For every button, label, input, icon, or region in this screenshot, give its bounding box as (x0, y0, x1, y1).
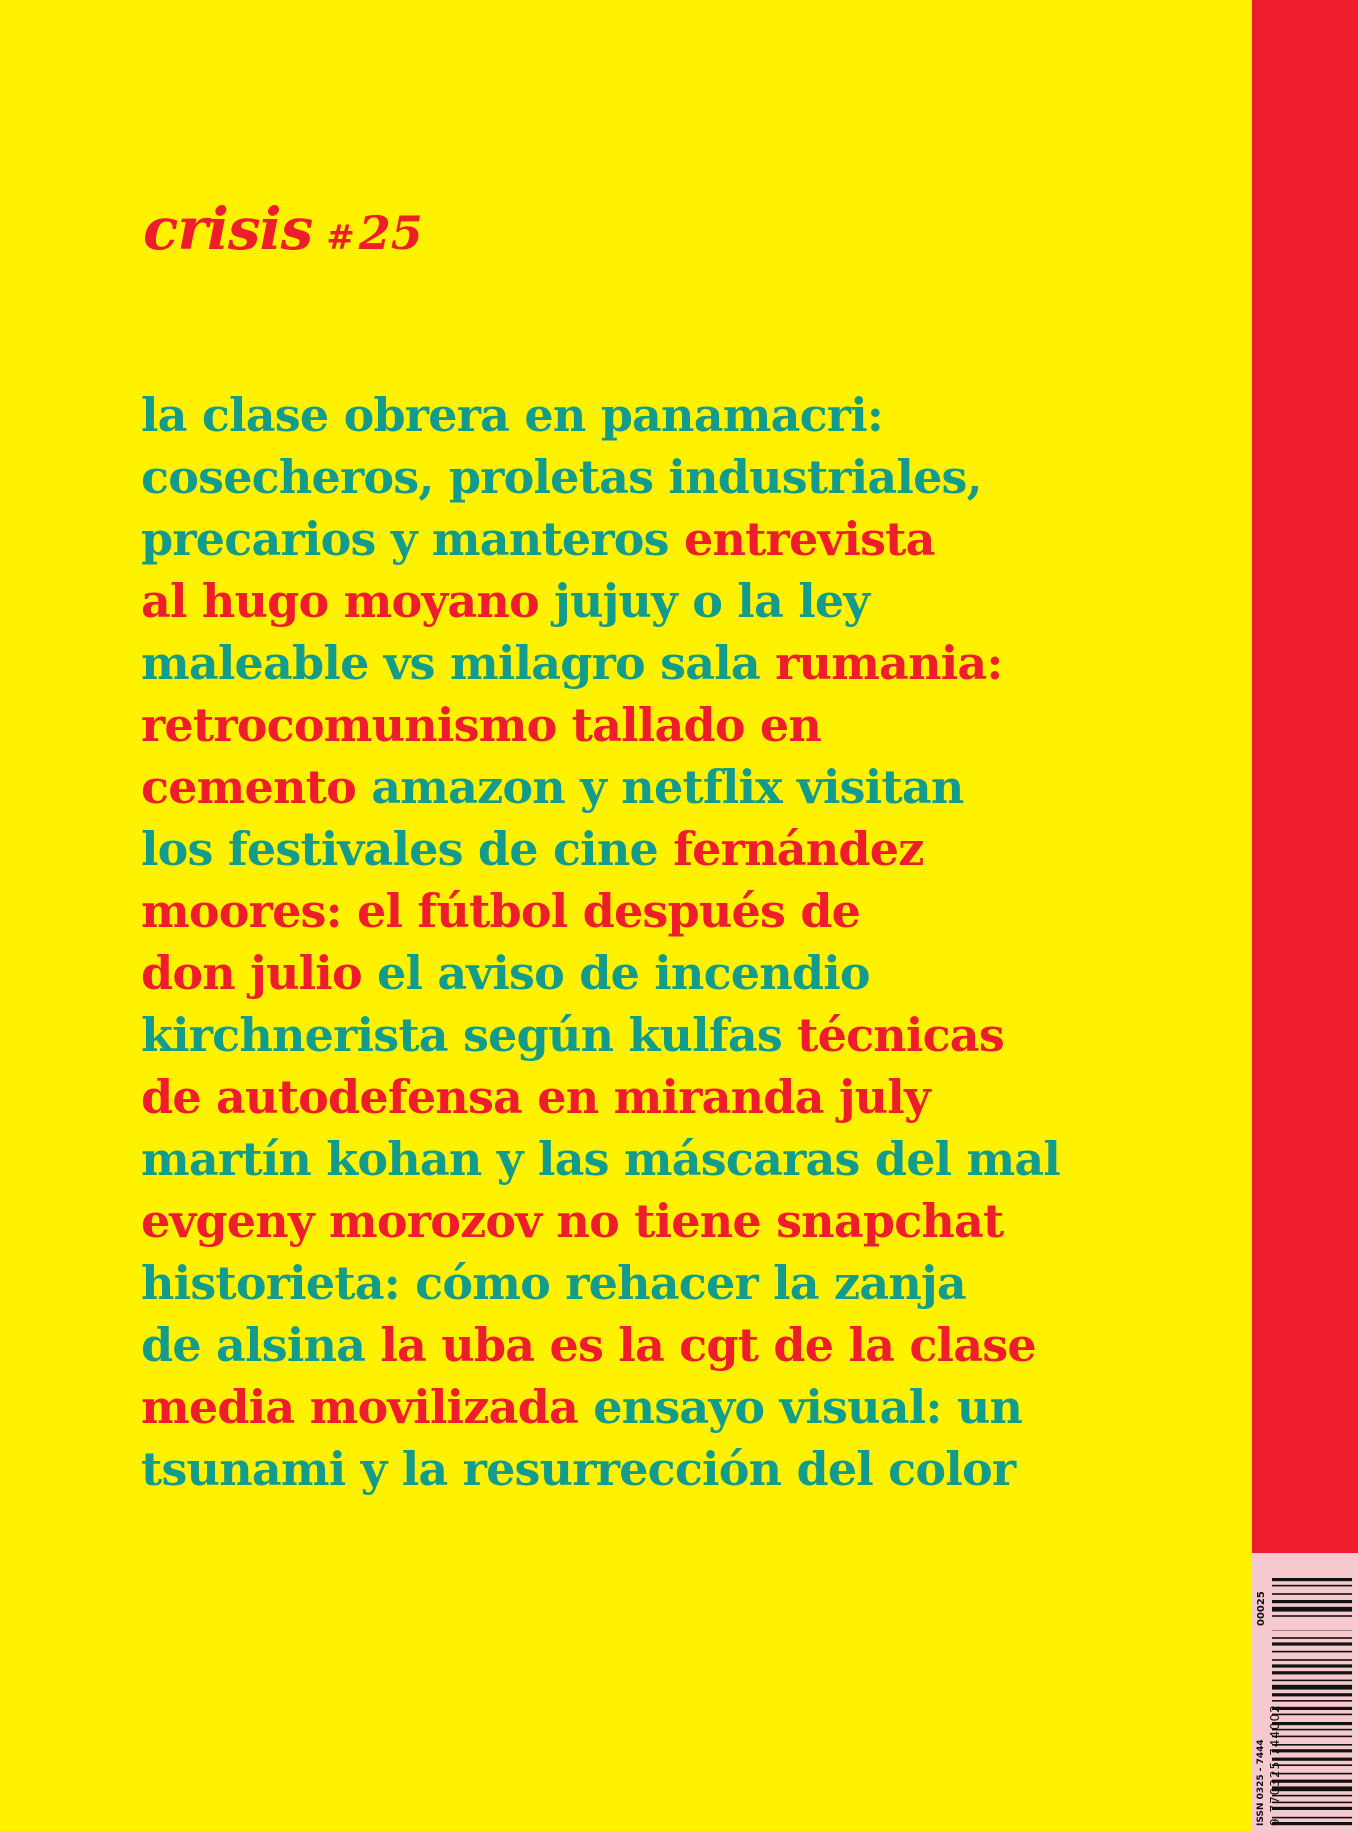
contents-line (141, 384, 1221, 446)
barcode-icon (1272, 1576, 1352, 1826)
headline-segment-teal: el aviso de incendio (377, 946, 870, 1000)
contents-line (141, 694, 1221, 756)
headline-segment-red: retrocomunismo tallado en (141, 698, 822, 752)
contents-line (141, 570, 1221, 632)
headline-segment-red: evgeny morozov no tiene snapchat (141, 1194, 1004, 1248)
headline-segment-red: moores: el fútbol después de (141, 884, 861, 938)
headline-segment-teal: de alsina (141, 1318, 381, 1372)
contents-list (141, 384, 1221, 1500)
headline-segment-teal: tsunami y la resurrección del color (141, 1442, 1016, 1496)
issue-hash: # (326, 218, 355, 258)
headline-segment-red: rumania: (775, 636, 1003, 690)
headline-segment-teal: maleable vs milagro sala (141, 636, 776, 690)
headline-segment-teal: jujuy o la ley (554, 574, 870, 628)
headline-segment-red: entrevista (684, 512, 935, 566)
headline-segment-teal: kirchnerista según kulfas (141, 1008, 798, 1062)
contents-line (141, 446, 1221, 508)
headline-segment-teal: ensayo visual: un (593, 1380, 1023, 1434)
headline-segment-teal: cosecheros, proletas industriales, (141, 450, 982, 504)
headline-segment-red: técnicas (797, 1008, 1004, 1062)
contents-line (141, 1314, 1221, 1376)
contents-line (141, 1004, 1221, 1066)
headline-segment-red: al hugo moyano (141, 574, 555, 628)
headline-segment-teal: martín kohan y las máscaras del mal (141, 1132, 1061, 1186)
headline-segment-teal: los festivales de cine (141, 822, 674, 876)
issn-label: ISSN 0325 - 7444 (1256, 1739, 1266, 1826)
contents-line (141, 1376, 1221, 1438)
headline-segment-red: don julio (141, 946, 378, 1000)
masthead (143, 195, 423, 263)
contents-line (141, 632, 1221, 694)
barcode-number: 9 770325 744002 (1268, 1704, 1282, 1826)
magazine-title: crisis (143, 195, 313, 263)
contents-line (141, 1066, 1221, 1128)
contents-line (141, 880, 1221, 942)
headline-segment-teal: amazon y netflix visitan (371, 760, 964, 814)
headline-segment-teal: la clase obrera en panamacri: (141, 388, 884, 442)
barcode-addon-number: 00025 (1256, 1591, 1267, 1626)
contents-line (141, 756, 1221, 818)
contents-line (141, 1438, 1221, 1500)
contents-line (141, 1252, 1221, 1314)
headline-segment-red: fernández (673, 822, 924, 876)
headline-segment-red: cemento (141, 760, 372, 814)
contents-line (141, 942, 1221, 1004)
issue-number: 25 (358, 206, 423, 260)
headline-segment-teal: historieta: cómo rehacer la zanja (141, 1256, 966, 1310)
contents-line (141, 1190, 1221, 1252)
headline-segment-red: de autodefensa en miranda july (141, 1070, 930, 1124)
contents-line (141, 508, 1221, 570)
contents-line (141, 1128, 1221, 1190)
headline-segment-red: media movilizada (141, 1380, 594, 1434)
headline-segment-teal: precarios y manteros (141, 512, 684, 566)
headline-segment-red: la uba es la cgt de la clase (380, 1318, 1036, 1372)
contents-line (141, 818, 1221, 880)
